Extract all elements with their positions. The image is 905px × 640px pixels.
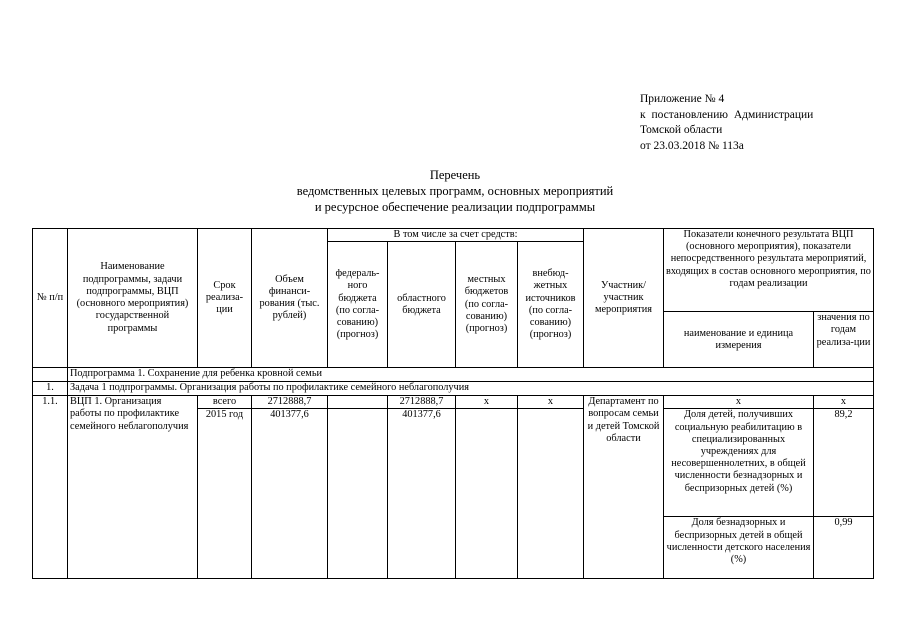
ind-value-total: х xyxy=(814,396,874,409)
appendix-block xyxy=(640,92,813,154)
appendix-line-2: к постановлению Администрации xyxy=(640,108,814,121)
header-extra: внебюд-жетных источников (по согла-сованию) (прогноз) xyxy=(518,242,584,368)
task-num: 1. xyxy=(33,382,68,396)
header-name: Наименование подпрограммы, задачи подпрограммы, ВЦП (основного мероприятия) государственной программы xyxy=(68,229,198,368)
subprogram-row: Подпрограмма 1. Сохранение для ребенка кровной семьи xyxy=(68,368,874,382)
header-federal: федераль-ного бюджета (по согла-сованию) (прогноз) xyxy=(328,242,388,368)
ind-name-total: х xyxy=(664,396,814,409)
title-line-3: и ресурсное обеспечение реализации подпрограммы xyxy=(314,200,596,214)
period-total: всего xyxy=(198,396,252,409)
header-local: местных бюджетов (по согла-сованию) (прогноз) xyxy=(456,242,518,368)
header-regional: областного бюджета xyxy=(388,242,456,368)
appendix-line-1: Приложение № 4 xyxy=(640,93,725,105)
period-2015: 2015 год xyxy=(198,409,252,579)
title-line-1: Перечень xyxy=(429,168,481,182)
participant: Департамент по вопросам семьи и детей Томской области xyxy=(584,396,664,579)
volume-total: 2712888,7 xyxy=(252,396,328,409)
indicator-1-name: Доля детей, получивших социальную реабилитацию в специализированных учреждениях для несовершеннолетних, в общей численности безнадзорных и беспризорных детей (%) xyxy=(664,409,814,517)
indicator-1-value: 89,2 xyxy=(814,409,874,517)
appendix-line-3: Томской области xyxy=(640,124,723,136)
header-ind-value: значения по годам реализа-ции xyxy=(814,312,874,368)
appendix-line-4: от 23.03.2018 № 113а xyxy=(640,139,744,152)
local-total: х xyxy=(456,396,518,409)
regional-total: 2712888,7 xyxy=(388,396,456,409)
vcp-num: 1.1. xyxy=(33,396,68,579)
indicator-2-value: 0,99 xyxy=(814,517,874,579)
title-line-2: ведомственных целевых программ, основных мероприятий xyxy=(296,184,614,198)
indicator-2-name: Доля безнадзорных и беспризорных детей в общей численности детского населения (%) xyxy=(664,517,814,579)
document-title xyxy=(240,167,670,215)
vcp-name: ВЦП 1. Организация работы по профилактике семейного неблагополучия xyxy=(68,396,198,579)
header-participant: Участник/ участник мероприятия xyxy=(584,229,664,368)
header-num: № п/п xyxy=(33,229,68,368)
volume-2015: 401377,6 xyxy=(252,409,328,579)
extra-total: х xyxy=(518,396,584,409)
header-ind-name: наименование и единица измерения xyxy=(664,312,814,368)
federal-2015 xyxy=(328,409,388,579)
subprogram-num xyxy=(33,368,68,382)
regional-2015: 401377,6 xyxy=(388,409,456,579)
header-indicators: Показатели конечного результата ВЦП (основного мероприятия), показатели непосредственного результата мероприятий, входящих в состав основного мероприятия, по годам реализации xyxy=(664,229,874,312)
task-row: Задача 1 подпрограммы. Организация работы по профилактике семейного неблагополучия xyxy=(68,382,874,396)
local-2015 xyxy=(456,409,518,579)
header-volume: Объем финанси-рования (тыс. рублей) xyxy=(252,229,328,368)
header-including: В том числе за счет средств: xyxy=(328,229,584,242)
federal-total xyxy=(328,396,388,409)
header-period: Срок реализа-ции xyxy=(198,229,252,368)
program-table xyxy=(32,228,874,579)
extra-2015 xyxy=(518,409,584,579)
